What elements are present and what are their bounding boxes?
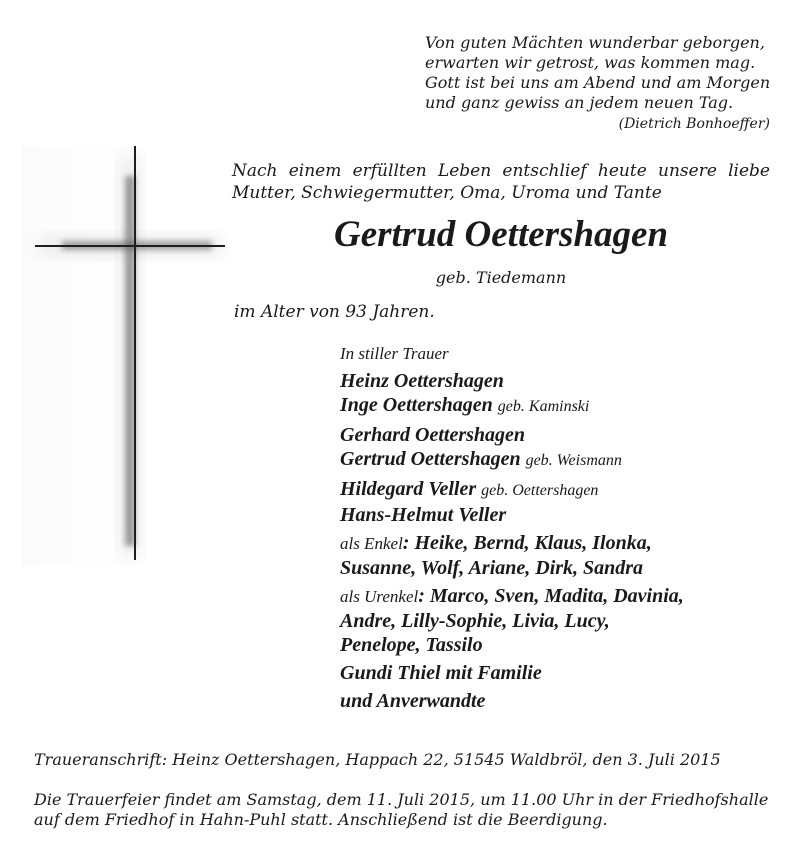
great-grandchildren-row [340, 609, 780, 633]
mourner-name: Gerhard Oettershagen [340, 424, 526, 446]
mourner-name: Hildegard Veller [340, 478, 477, 500]
mourner-row [340, 477, 780, 503]
poem-attribution: (Dietrich Bonhoeffer) [618, 116, 770, 132]
grandchildren-row [340, 531, 780, 556]
poem-line: Gott ist bei uns am Abend und am Morgen [425, 73, 771, 92]
grandchildren-names: Susanne, Wolf, Ariane, Dirk, Sandra [340, 557, 644, 579]
cross-image [22, 146, 230, 566]
service-line: auf dem Friedhof in Hahn-Puhl statt. Anschließend ist die Beerdigung. [34, 810, 608, 829]
mourner-name: Gertrud Oettershagen [340, 448, 521, 470]
deceased-name: Gertrud Oettershagen [333, 214, 669, 255]
mourner-name: Heinz Oettershagen [340, 370, 504, 392]
mourner-row [340, 503, 780, 527]
mourner-maiden: geb. Oettershagen [481, 482, 599, 499]
relatives-line: und Anverwandte [340, 690, 486, 712]
service-line: Die Trauerfeier findet am Samstag, dem 11. Juli 2015, um 11.00 Uhr in der Friedhofshalle [34, 790, 769, 809]
great-grandchildren-names: : Marco, Sven, Madita, Davinia, [418, 585, 684, 607]
deceased-maiden-name: geb. Tiedemann [435, 268, 567, 287]
bonhoeffer-poem [425, 33, 770, 134]
mourner-row [340, 689, 780, 713]
mourners-list [340, 343, 780, 713]
mourning-address: Traueranschrift: Heinz Oettershagen, Happach 22, 51545 Waldbröl, den 3. Juli 2015 [34, 750, 721, 769]
mourner-row [340, 423, 780, 447]
great-grandchildren-names: Penelope, Tassilo [340, 634, 483, 656]
great-grandchildren-names: Andre, Lilly-Sophie, Livia, Lucy, [340, 610, 610, 632]
mourner-maiden: geb. Kaminski [497, 398, 590, 415]
mourning-intro: In stiller Trauer [340, 344, 449, 363]
great-grandchildren-row [340, 633, 780, 657]
mourner-row [340, 447, 780, 473]
grandchildren-label: als Enkel [340, 534, 403, 553]
poem-line: Von guten Mächten wunderbar geborgen, [425, 33, 765, 52]
great-grandchildren-label: als Urenkel [340, 587, 419, 606]
mourner-name: Hans-Helmut Veller [340, 504, 507, 526]
mourner-row [340, 369, 780, 393]
mourner-name: Gundi Thiel mit Familie [340, 662, 542, 684]
funeral-service-info [34, 790, 779, 830]
mourner-row [340, 661, 780, 685]
mourner-row [340, 393, 780, 419]
poem-line: und ganz gewiss an jedem neuen Tag. [425, 93, 734, 112]
mourner-name: Inge Oettershagen [340, 394, 493, 416]
mourner-maiden: geb. Weismann [525, 452, 622, 469]
grandchildren-row [340, 556, 780, 580]
poem-line: erwarten wir getrost, was kommen mag. [425, 53, 756, 72]
grandchildren-names: : Heike, Bernd, Klaus, Ilonka, [402, 532, 652, 554]
cross-icon [22, 146, 230, 566]
deceased-age: im Alter von 93 Jahren. [234, 302, 435, 322]
great-grandchildren-row [340, 584, 780, 609]
intro-text: Nach einem erfüllten Leben entschlief heute unsere liebe Mutter, Schwiegermutter, Oma, Uroma und Tante [232, 161, 770, 203]
